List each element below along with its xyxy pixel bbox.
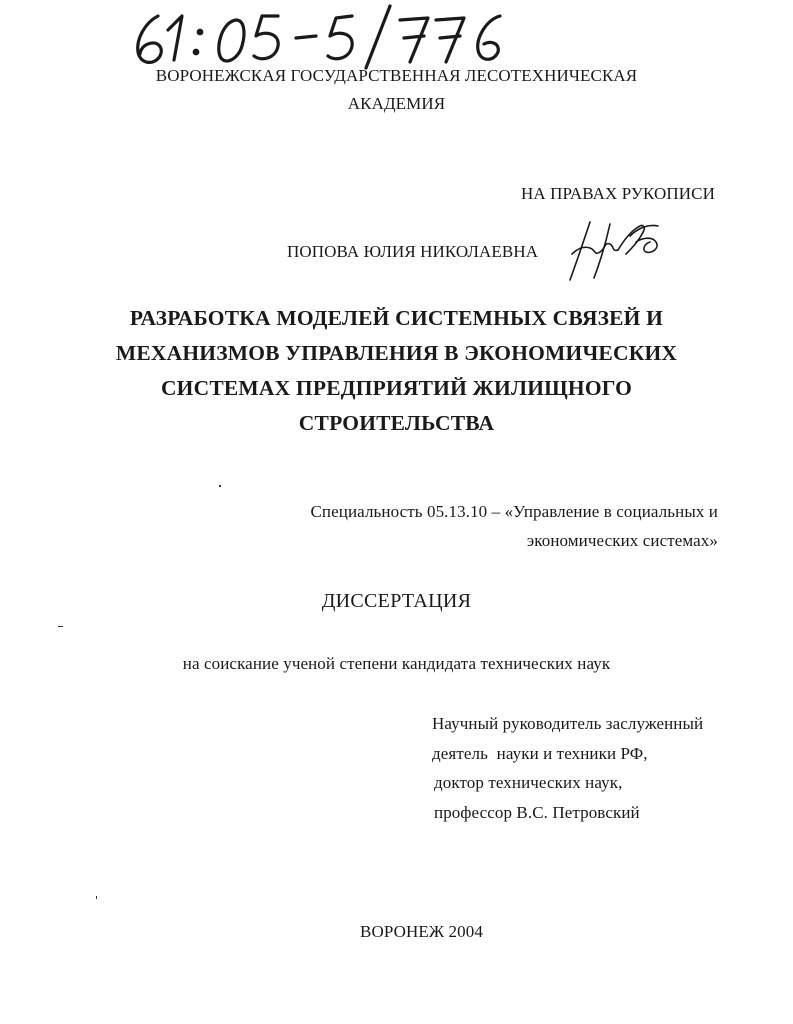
- city-year: ВОРОНЕЖ 2004: [360, 922, 483, 941]
- scan-speck: [219, 485, 221, 487]
- institution-line-2: АКАДЕМИЯ: [347, 94, 446, 113]
- supervisor-line-4: профессор В.С. Петровский: [434, 803, 640, 822]
- dissertation-title: [0, 301, 793, 441]
- work-type: ДИССЕРТАЦИЯ: [321, 590, 472, 612]
- title-line-1: РАЗРАБОТКА МОДЕЛЕЙ СИСТЕМНЫХ СВЯЗЕЙ И: [129, 306, 664, 330]
- author-name: ПОПОВА ЮЛИЯ НИКОЛАЕВНА: [287, 242, 539, 261]
- scan-speck: [96, 896, 97, 899]
- handwritten-archive-code: [128, 2, 508, 70]
- author-signature: [560, 214, 670, 286]
- institution-line-1: ВОРОНЕЖСКАЯ ГОСУДАРСТВЕННАЯ ЛЕСОТЕХНИЧЕСКАЯ: [155, 66, 638, 85]
- title-line-3: СИСТЕМАХ ПРЕДПРИЯТИЙ ЖИЛИЩНОГО: [160, 376, 633, 400]
- scan-speck: [58, 626, 63, 627]
- specialty-line-1: Специальность 05.13.10 – «Управление в социальных и: [310, 502, 718, 521]
- manuscript-note: НА ПРАВАХ РУКОПИСИ: [521, 184, 715, 203]
- supervisor-line-2: деятель науки и техники РФ,: [432, 744, 648, 763]
- supervisor-line-1: Научный руководитель заслуженный: [432, 714, 704, 733]
- specialty-line-2: экономических системах»: [526, 531, 718, 550]
- title-line-4: СТРОИТЕЛЬСТВА: [298, 411, 495, 435]
- supervisor-line-3: доктор технических наук,: [434, 773, 623, 792]
- title-line-2: МЕХАНИЗМОВ УПРАВЛЕНИЯ В ЭКОНОМИЧЕСКИХ: [115, 341, 678, 365]
- degree-line: на соискание ученой степени кандидата технических наук: [182, 654, 611, 673]
